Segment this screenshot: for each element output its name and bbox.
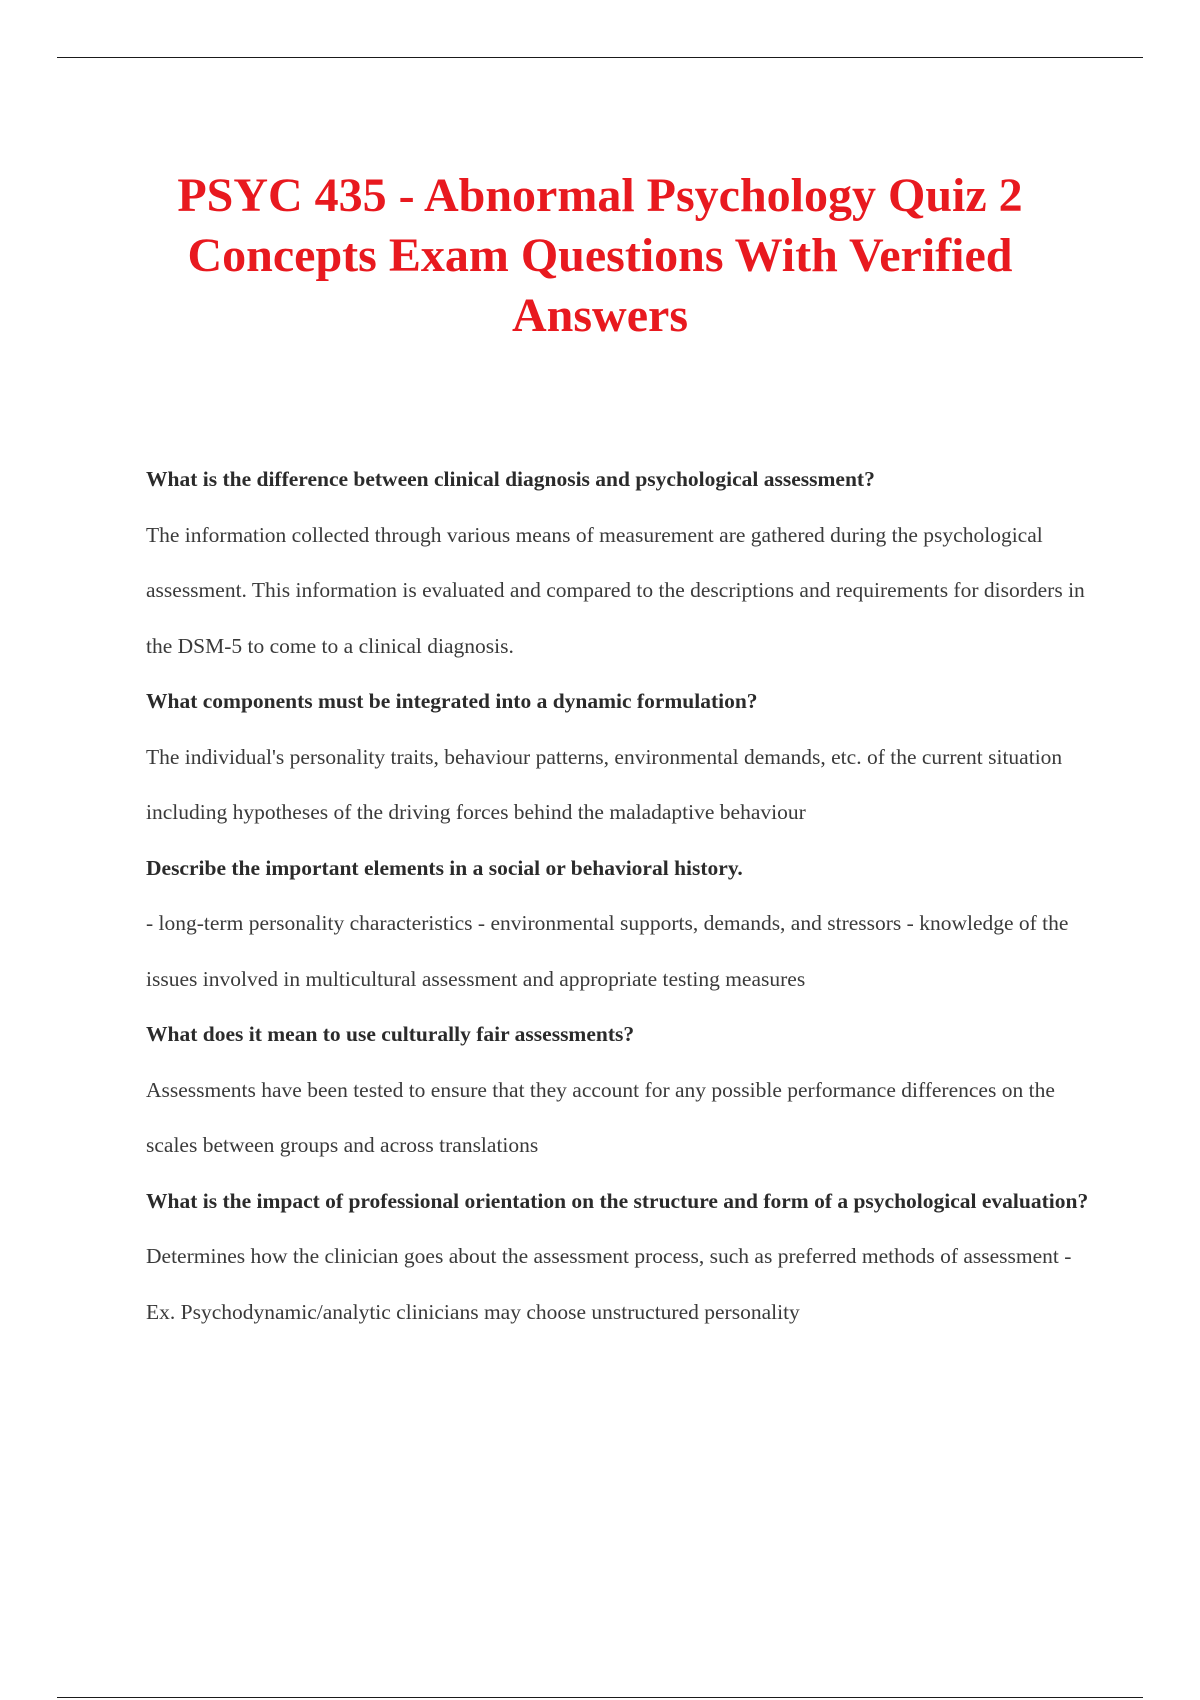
qa-list [146,452,1096,1340]
question-1: What is the difference between clinical diagnosis and psychological assessment? [146,467,875,491]
answer-4: Assessments have been tested to ensure that they account for any possible performance differences on the scales between groups and across translations [146,1077,1055,1157]
top-rule [57,57,1143,58]
question-4: What does it mean to use culturally fair assessments? [146,1022,635,1046]
document-title: PSYC 435 - Abnormal Psychology Quiz 2 Concepts Exam Questions With Verified Answers [177,169,1023,342]
answer-1: The information collected through various means of measurement are gathered during the psychological assessment. This information is evaluated and compared to the descriptions and requirements for disorders in the DSM-5 to come to a clinical diagnosis. [146,522,1085,658]
question-3: Describe the important elements in a social or behavioral history. [146,855,743,880]
answer-5: Determines how the clinician goes about the assessment process, such as preferred methods of assessment - Ex. Psychodynamic/analytic clinicians may choose unstructured personality [146,1244,1072,1324]
question-2: What components must be integrated into a dynamic formulation? [146,689,758,713]
bottom-rule [57,1697,1143,1698]
answer-3: - long-term personality characteristics - environmental supports, demands, and stressors - knowledge of the issues involved in multicultural assessment and appropriate testing measures [146,911,1069,991]
answer-2: The individual's personality traits, behaviour patterns, environmental demands, etc. of the current situation including hypotheses of the driving forces behind the maladaptive behaviour [146,744,1063,824]
question-5: What is the impact of professional orientation on the structure and form of a psychological evaluation? [146,1188,1089,1213]
